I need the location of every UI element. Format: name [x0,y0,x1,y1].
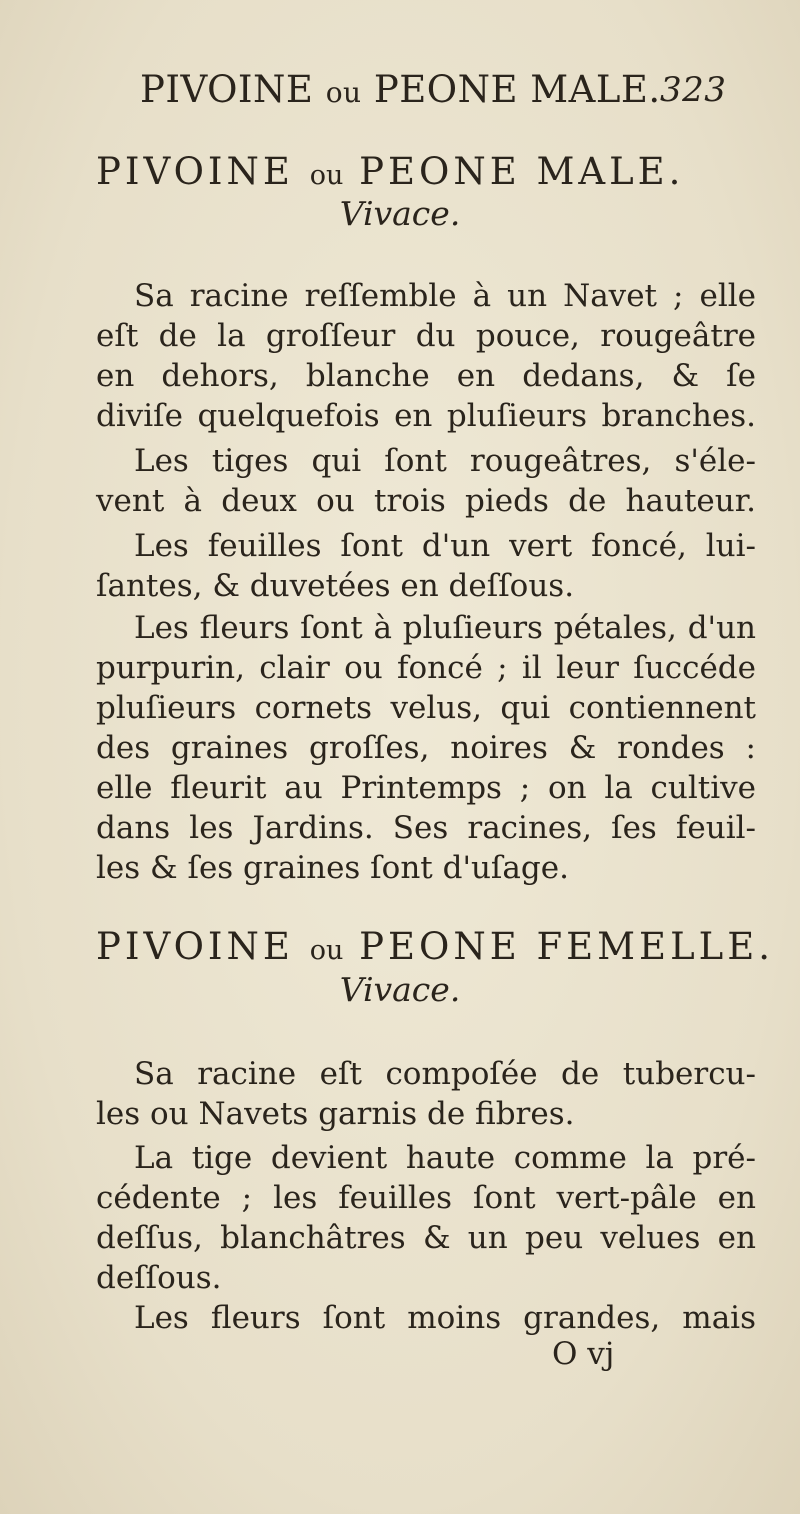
text-line: pluſieurs cornets velus, qui contiennent [96,690,756,726]
running-head-ou: ou [325,76,362,109]
text-line: les & ſes graines ſont d'uſage. [96,850,569,886]
section-title-ou: ou [309,160,344,191]
text-line: La tige devient haute comme la pré- [134,1140,756,1176]
text-line: Les fleurs ſont à pluſieurs pétales, d'un [134,610,756,646]
section-title-peone-male [96,150,756,193]
text-line: purpurin, clair ou foncé ; il leur ſuccéde [96,650,756,686]
signature-mark: O vj [552,1336,615,1372]
text-line: Les feuilles ſont d'un vert foncé, lui- [134,528,756,564]
section-title-part-1: PIVOINE [96,150,294,193]
running-head-title-2: PEONE MALE. [373,68,661,111]
text-line: ſantes, & duvetées en deſſous. [96,568,575,604]
text-line: deſſous. [96,1260,222,1296]
text-line: elle fleurit au Printemps ; on la cultive [96,770,756,806]
running-head [140,68,780,118]
section-title-ou: ou [309,935,344,966]
text-line: en dehors, blanche en dedans, & ſe [96,358,756,394]
text-line: des graines groſſes, noires & rondes : [96,730,756,766]
running-head-title-1: PIVOINE [140,68,314,111]
section-subtitle: Vivace. [339,970,461,1009]
text-line: les ou Navets garnis de fibres. [96,1096,575,1132]
section-title-part-2: PEONE FEMELLE. [359,925,774,968]
section-title-part-2: PEONE MALE. [359,150,685,193]
section-title-part-1: PIVOINE [96,925,294,968]
text-line: Les tiges qui ſont rougeâtres, s'éle- [134,443,756,479]
section-title-peone-femelle [96,925,774,968]
text-line: dans les Jardins. Ses racines, ſes feuil- [96,810,756,846]
text-line: Les fleurs ſont moins grandes, mais [134,1300,756,1336]
text-line: Sa racine reſſemble à un Navet ; elle [134,278,756,314]
section-subtitle: Vivace. [339,194,461,233]
text-line: deſſus, blanchâtres & un peu velues en [96,1220,756,1256]
text-line: cédente ; les feuilles ſont vert-pâle en [96,1180,756,1216]
text-line: eſt de la groſſeur du pouce, rougeâtre [96,318,756,354]
text-line: Sa racine eſt compoſée de tubercu- [134,1056,756,1092]
page-number: 323 [660,70,727,110]
text-line: vent à deux ou trois pieds de hauteur. [96,483,756,519]
text-line: diviſe quelquefois en pluſieurs branches. [96,398,756,434]
